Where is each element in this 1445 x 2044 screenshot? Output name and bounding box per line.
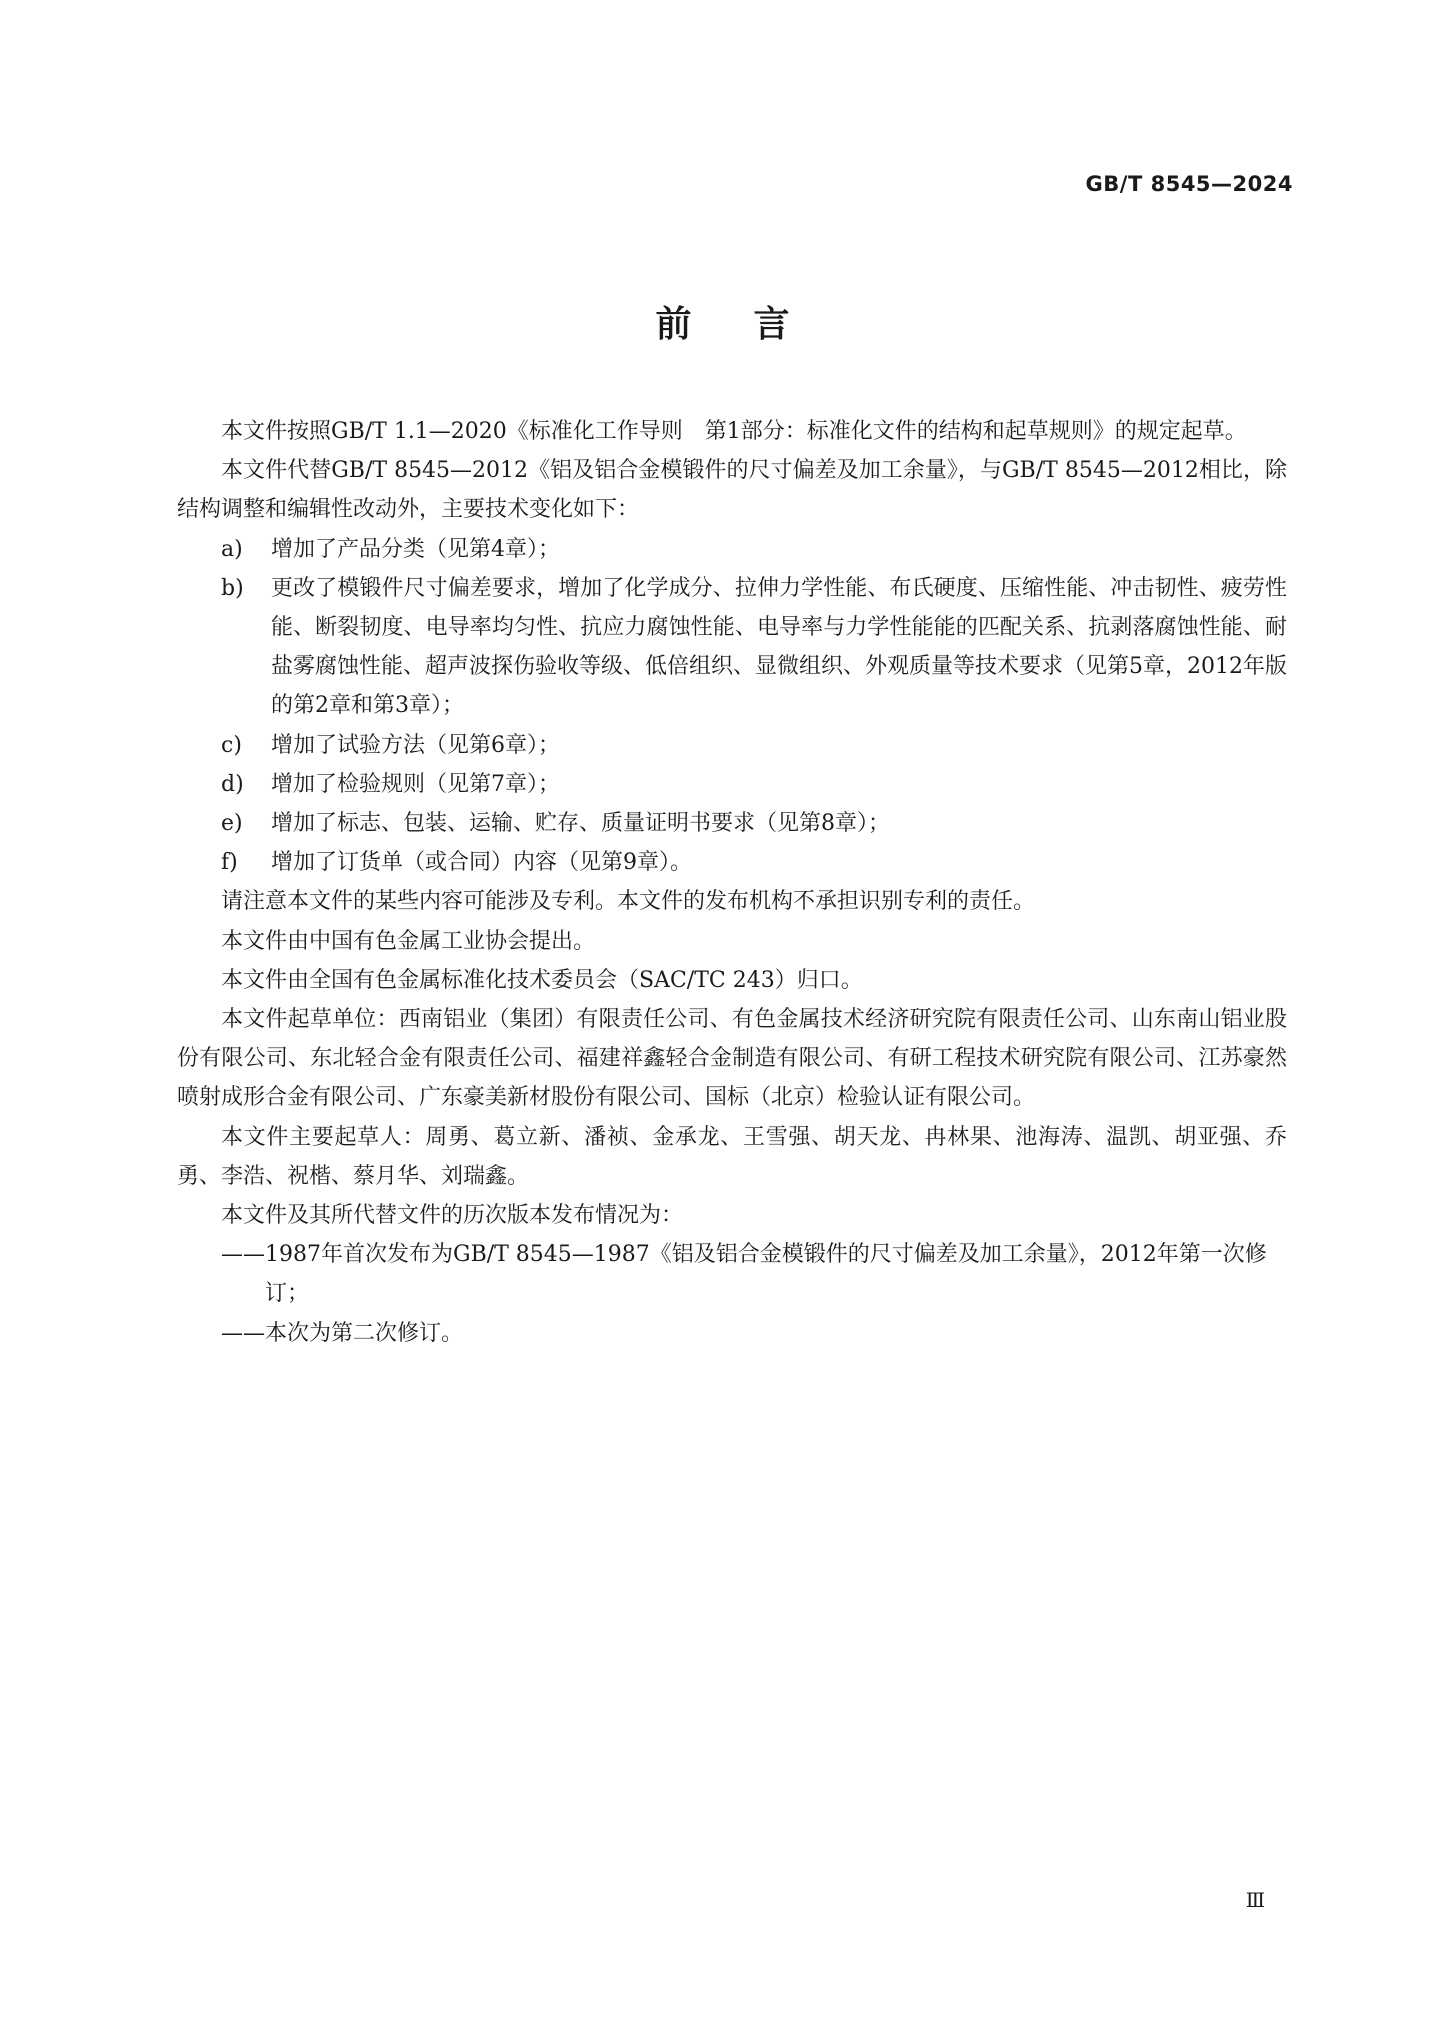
list-item-text: 增加了订货单（或合同）内容（见第9章）。 — [271, 850, 692, 876]
list-item-label: c) — [221, 732, 242, 758]
paragraph-replacement: 本文件代替GB/T 8545—2012《铝及铝合金模锻件的尺寸偏差及加工余量》，与GB/T 8545—2012相比，除结构调整和编辑性改动外，主要技术变化如下： — [177, 458, 1287, 523]
list-item-label: e) — [221, 811, 243, 837]
foreword-body — [177, 412, 1287, 1353]
standard-code: GB/T 8545—2024 — [1085, 172, 1293, 196]
dash-mark: —— — [221, 1320, 265, 1346]
page-number: Ⅲ — [1245, 1888, 1265, 1912]
paragraph-patent-notice: 请注意本文件的某些内容可能涉及专利。本文件的发布机构不承担识别专利的责任。 — [221, 889, 1036, 915]
list-item — [177, 726, 1287, 765]
dash-mark: —— — [221, 1242, 265, 1268]
list-item — [177, 765, 1287, 804]
list-item-text: 增加了检验规则（见第7章）； — [271, 771, 560, 797]
history-item-text: 1987年首次发布为GB/T 8545—1987《铝及铝合金模锻件的尺寸偏差及加工余量》，2012年第一次修订； — [265, 1242, 1267, 1307]
list-item-label: d) — [221, 771, 244, 797]
paragraph-drafting-units: 本文件起草单位：西南铝业（集团）有限责任公司、有色金属技术经济研究院有限责任公司、山东南山铝业股份有限公司、东北轻合金有限责任公司、福建祥鑫轻合金制造有限公司、有研工程技术研究院有限公司、江苏豪然喷射成形合金有限公司、广东豪美新材股份有限公司、国标（北京）检验认证有限公司。 — [177, 1007, 1287, 1111]
page-title: 前言 — [655, 304, 852, 345]
history-item — [177, 1235, 1287, 1313]
list-item — [177, 569, 1287, 726]
history-item — [177, 1314, 1287, 1353]
list-item — [177, 843, 1287, 882]
list-item-text: 更改了模锻件尺寸偏差要求，增加了化学成分、拉伸力学性能、布氏硬度、压缩性能、冲击韧性、疲劳性能、断裂韧度、电导率均匀性、抗应力腐蚀性能、电导率与力学性能能的匹配关系、抗剥落腐蚀性能、耐盐雾腐蚀性能、超声波探伤验收等级、低倍组织、显微组织、外观质量等技术要求（见第5章，2012年版的第2章和第3章）； — [271, 575, 1287, 719]
list-item-text: 增加了标志、包装、运输、贮存、质量证明书要求（见第8章）； — [271, 811, 890, 837]
list-item-label: b) — [221, 575, 244, 601]
list-item-label: f) — [221, 850, 238, 876]
paragraph-drafters: 本文件主要起草人：周勇、葛立新、潘祯、金承龙、王雪强、胡天龙、冉林果、池海涛、温凯、胡亚强、乔勇、李浩、祝楷、蔡月华、刘瑞鑫。 — [177, 1124, 1287, 1189]
list-item — [177, 530, 1287, 569]
history-item-text: 本次为第二次修订。 — [265, 1320, 464, 1346]
list-item-text: 增加了产品分类（见第4章）； — [271, 536, 560, 562]
paragraph-proposer: 本文件由中国有色金属工业协会提出。 — [221, 928, 596, 954]
list-item — [177, 804, 1287, 843]
paragraph-committee: 本文件由全国有色金属标准化技术委员会（SAC/TC 243）归口。 — [221, 967, 863, 993]
paragraph-history-intro: 本文件及其所代替文件的历次版本发布情况为： — [221, 1203, 684, 1229]
list-item-text: 增加了试验方法（见第6章）； — [271, 732, 560, 758]
paragraph-drafting-rules: 本文件按照GB/T 1.1—2020《标准化工作导则 第1部分：标准化文件的结构和起草规则》的规定起草。 — [221, 419, 1247, 444]
list-item-label: a) — [221, 536, 243, 562]
